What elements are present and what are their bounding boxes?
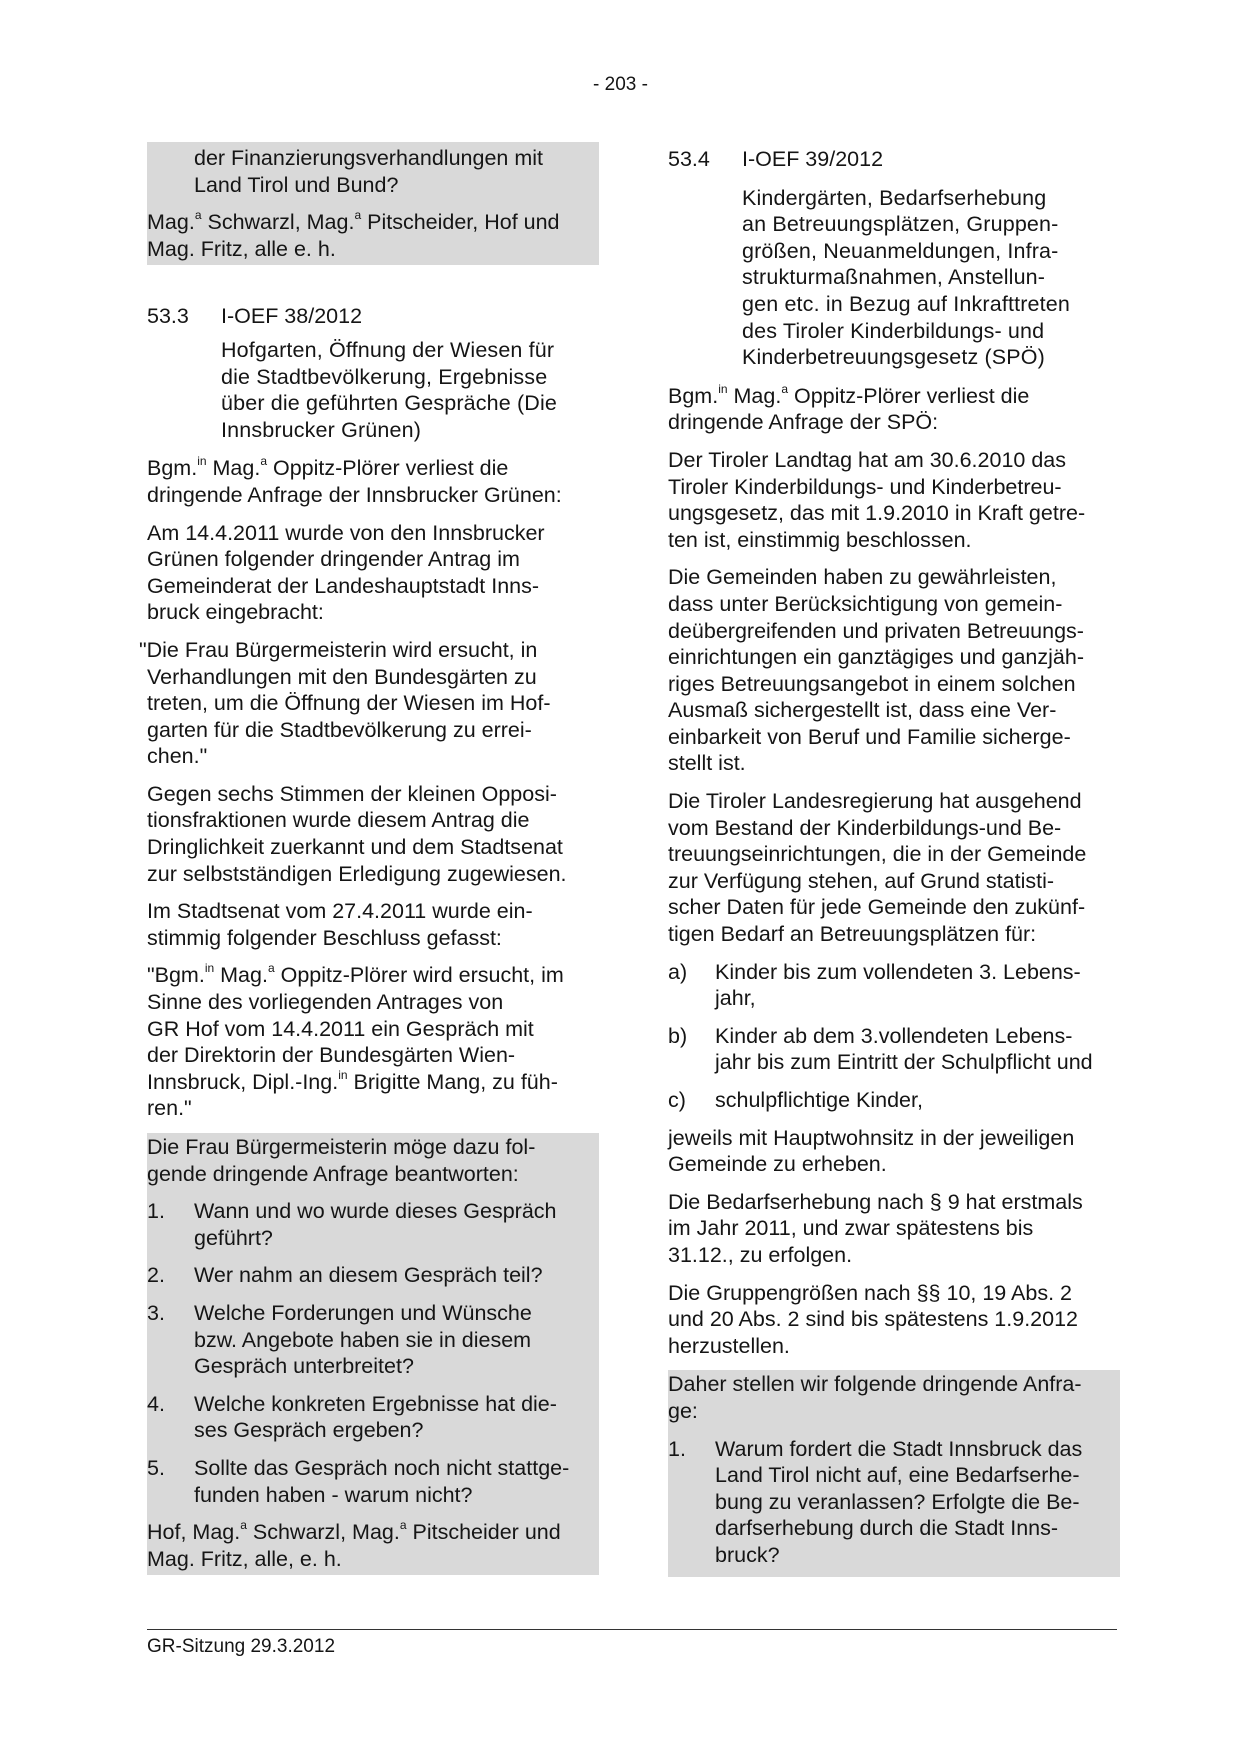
question-intro: Daher stellen wir folgende dringende Anfra- ge: [668, 1372, 1082, 1423]
question-item: 1. Wann und wo wurde dieses Gespräch geführt? [147, 1199, 557, 1250]
paragraph: Gegen sechs Stimmen der kleinen Opposi- tionsfraktionen wurde diesem Antrag die Dringlichkeit zuerkannt und dem Stadtsenat zur selbstständigen Erledigung zugewiesen. [147, 781, 567, 886]
right-column [668, 146, 1120, 1577]
paragraph: Die Tiroler Landesregierung hat ausgehend vom Bestand der Kinderbildungs-und Be- treuungseinrichtungen, die in der Gemeinde zur Verfügung stehen, auf Grund statisti- scher Daten für jede Gemeinde den zukünf- tigen Bedarf an Betreuungsplätzen für: [668, 789, 1087, 947]
list-item: a) Kinder bis zum vollendeten 3. Lebens- jahr, [668, 959, 1081, 1011]
list-item: b) Kinder ab dem 3.vollendeten Lebens- jahr bis zum Eintritt der Schulpflicht und [668, 1023, 1093, 1075]
paragraph: Im Stadtsenat vom 27.4.2011 wurde ein- stimmig folgender Beschluss gefasst: [147, 899, 533, 950]
question-item: 5. Sollte das Gespräch noch nicht stattge- funden haben - warum nicht? [147, 1455, 570, 1507]
page-number: - 203 - [593, 74, 648, 95]
reads-statement: Bgm.$^{in}$ Mag.$^a$ Oppitz-Plörer verliest die dringende Anfrage der Innsbrucker Grünen: [147, 454, 562, 507]
text-line: Land Tirol und Bund? [194, 172, 399, 197]
paragraph: Die Gemeinden haben zu gewährleisten, dass unter Berücksichtigung von gemein- deübergreifenden und privaten Betreuungs- einrichtungen ein ganztägiges und ganzjäh- riges Betreuungsangebot in einem solchen Ausmaß sichergestellt ist, dass eine Ver- einbarkeit von Beruf und Familie sicherge- stellt ist. [668, 565, 1084, 776]
signature: Hof, Mag.$^a$ Schwarzl, Mag.$^a$ Pitscheider und Mag. Fritz, alle, e. h. [147, 1517, 561, 1571]
quoted-motion: "Die Frau Bürgermeisterin wird ersucht, in Verhandlungen mit den Bundesgärten zu treten, um die Öffnung der Wiesen im Hof- garten für die Stadtbevölkerung zu errei- chen." [139, 637, 551, 769]
reads-statement: Bgm.$^{in}$ Mag.$^a$ Oppitz-Plörer verliest die dringende Anfrage der SPÖ: [668, 381, 1030, 435]
question-block [668, 1370, 1120, 1576]
section-heading [668, 146, 1120, 173]
question-item: 1. Warum fordert die Stadt Innsbruck das Land Tirol nicht auf, eine Bedarfserhe- bung zu veranlassen? Erfolgte die Be- darfserhebung durch die Stadt Inns- bruck? [668, 1436, 1083, 1567]
paragraph: Der Tiroler Landtag hat am 30.6.2010 das Tiroler Kinderbildungs- und Kinderbetreu- ungsgesetz, das mit 1.9.2010 in Kraft getre- ten ist, einstimmig beschlossen. [668, 447, 1086, 552]
signature: Mag.$^a$ Schwarzl, Mag.$^a$ Pitscheider, Hof und [147, 208, 560, 235]
left-column [139, 146, 599, 1575]
section-number: 53.3 [147, 304, 189, 329]
question-block [147, 1133, 599, 1575]
signature: Mag. Fritz, alle e. h. [147, 236, 336, 261]
section-number: 53.4 [668, 147, 710, 171]
section-title: Kindergärten, Bedarfserhebung an Betreuungsplätzen, Gruppen- größen, Neuanmeldungen, Infra- strukturmaßnahmen, Anstellun- gen etc. in Bezug auf Inkrafttreten des Tiroler Kinderbildungs- und Kinderbetreuungsgesetz (SPÖ) [742, 185, 1070, 370]
list-item: c) schulpflichtige Kinder, [668, 1088, 923, 1112]
section-ref: I-OEF 39/2012 [742, 147, 884, 171]
footer-divider [147, 1629, 1117, 1630]
paragraph: Die Bedarfserhebung nach § 9 hat erstmals im Jahr 2011, und zwar spätestens bis 31.12., zu erfolgen. [668, 1189, 1083, 1267]
paragraph: Am 14.4.2011 wurde von den Innsbrucker Grünen folgender dringender Antrag im Gemeinderat der Landeshauptstadt Inns- bruck eingebracht: [147, 520, 545, 625]
question-item: 3. Welche Forderungen und Wünsche bzw. Angebote haben sie in diesem Gespräch unterbreitet? [147, 1300, 532, 1379]
question-item: 2. Wer nahm an diesem Gespräch teil? [147, 1263, 543, 1288]
previous-question-continuation [147, 142, 599, 265]
question-item: 4. Welche konkreten Ergebnisse hat die- ses Gespräch ergeben? [147, 1391, 557, 1443]
section-heading [147, 303, 599, 330]
footer-session-date: GR-Sitzung 29.3.2012 [147, 1636, 336, 1657]
paragraph: Die Gruppengrößen nach §§ 10, 19 Abs. 2 und 20 Abs. 2 sind bis spätestens 1.9.2012 herzustellen. [668, 1280, 1078, 1358]
section-ref: I-OEF 38/2012 [221, 304, 363, 329]
section-title: Hofgarten, Öffnung der Wiesen für die Stadtbevölkerung, Ergebnisse über die geführten Gespräche (Die Innsbrucker Grünen) [221, 337, 558, 442]
question-intro: Die Frau Bürgermeisterin möge dazu fol- gende dringende Anfrage beantworten: [147, 1135, 536, 1186]
text-line: der Finanzierungsverhandlungen mit [194, 146, 543, 170]
paragraph: jeweils mit Hauptwohnsitz in der jeweiligen Gemeinde zu erheben. [668, 1125, 1075, 1177]
quoted-resolution: "Bgm.$^{in}$ Mag.$^a$ Oppitz-Plörer wird ersucht, im Sinne des vorliegenden Antrages von GR Hof vom 14.4.2011 ein Gespräch mit der Direktorin der Bundesgärten Wien- Innsbruck, Dipl.-Ing.$^{in}$ Brigitte Mang, zu füh- ren." [147, 961, 564, 1121]
